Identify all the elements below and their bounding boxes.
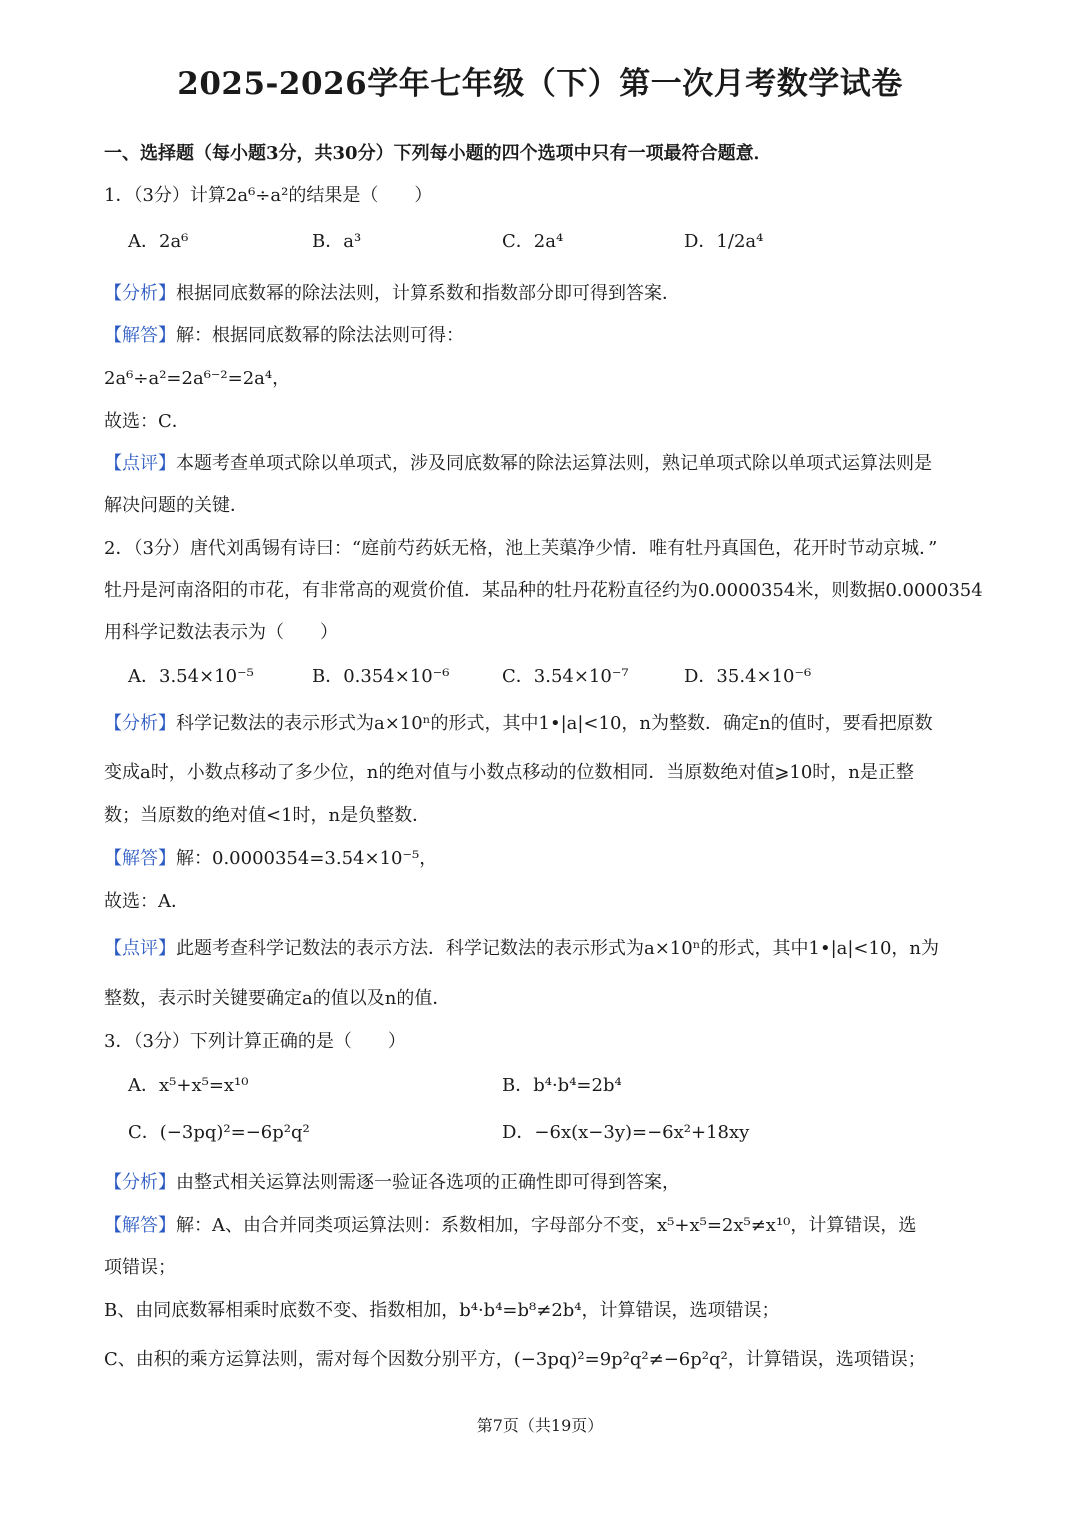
q1-option-b: B．a³ [312,231,362,252]
q3-line-b: B、由同底数幂相乘时底数不变、指数相加，b⁴·b⁴=b⁸≠2b⁴，计算错误，选项错误； [104,1300,780,1321]
q1-answer [104,323,980,349]
q3-option-d: D．−6x(x−3y)=−6x²+18xy [502,1122,750,1143]
analysis-tag: 【分析】 [104,713,176,734]
q1-analysis [104,281,980,307]
q1-review [104,451,980,477]
q1-option-c: C．2a⁴ [502,231,564,252]
section-heading: 一、选择题（每小题3分，共30分）下列每小题的四个选项中只有一项最符合题意． [104,143,772,164]
q1-option-a: A．2a⁶ [128,231,189,252]
page-footer: 第7页（共19页） [476,1416,604,1435]
review-tag: 【点评】 [104,453,176,474]
q2-review [104,936,980,962]
q3-option-a: A．x⁵+x⁵=x¹⁰ [128,1075,249,1096]
q2-stem-2: 牡丹是河南洛阳的市花，有非常高的观赏价值．某品种的牡丹花粉直径约为0.0000354米，则数据0.0000354 [104,580,983,601]
analysis-tag: 【分析】 [104,283,176,304]
q1-review-cont: 解决问题的关键． [104,495,248,516]
q1-option-d: D．1/2a⁴ [684,231,764,252]
page-title: 2025-2026学年七年级（下）第一次月考数学试卷 [177,66,903,102]
q3-option-b: B．b⁴·b⁴=2b⁴ [502,1075,622,1096]
analysis-tag: 【分析】 [104,1172,176,1193]
q3-analysis-text: 由整式相关运算法则需逐一验证各选项的正确性即可得到答案， [176,1172,680,1193]
q3-analysis [104,1170,980,1196]
q2-analysis-text: 科学记数法的表示形式为a×10ⁿ的形式，其中1•|a|<10，n为整数．确定n的值时，要看把原数 [176,713,933,734]
q3-answer-text: 解：A、由合并同类项运算法则：系数相加，字母部分不变，x⁵+x⁵=2x⁵≠x¹⁰，计算错误，选 [176,1215,917,1236]
answer-tag: 【解答】 [104,1215,176,1236]
answer-tag: 【解答】 [104,848,176,869]
q2-analysis [104,711,980,737]
q1-answer-text: 解：根据同底数幂的除法法则可得： [176,325,464,346]
q2-analysis-2: 变成a时，小数点移动了多少位，n的绝对值与小数点移动的位数相同．当原数绝对值⩾10时，n是正整 [104,762,914,783]
q1-review-text: 本题考查单项式除以单项式，涉及同底数幂的除法运算法则，熟记单项式除以单项式运算法则是 [176,453,932,474]
q1-stem: 1．（3分）计算2a⁶÷a²的结果是（ ） [104,185,433,206]
q3-stem: 3．（3分）下列计算正确的是（ ） [104,1031,406,1052]
q2-option-a: A．3.54×10⁻⁵ [128,666,254,687]
q2-answer-text: 解：0.0000354=3.54×10⁻⁵， [176,848,438,869]
q3-line-c: C、由积的乘方运算法则，需对每个因数分别平方，(−3pq)²=9p²q²≠−6p²q²，计算错误，选项错误； [104,1349,926,1370]
q2-analysis-3: 数；当原数的绝对值<1时，n是负整数． [104,805,431,826]
q1-analysis-text: 根据同底数幂的除法法则，计算系数和指数部分即可得到答案． [176,283,680,304]
q2-answer [104,846,980,872]
q2-option-c: C．3.54×10⁻⁷ [502,666,629,687]
q2-stem-1: 2．（3分）唐代刘禹锡有诗曰：“庭前芍药妖无格，池上芙蕖净少情．唯有牡丹真国色，花开时节动京城．” [104,538,938,559]
q2-choice: 故选：A． [104,891,189,912]
q2-option-b: B．0.354×10⁻⁶ [312,666,450,687]
q1-choice: 故选：C． [104,411,190,432]
q2-option-d: D．35.4×10⁻⁶ [684,666,812,687]
review-tag: 【点评】 [104,938,176,959]
q2-stem-3: 用科学记数法表示为（ ） [104,622,338,643]
q3-answer-cont: 项错误； [104,1257,176,1278]
q2-review-text: 此题考查科学记数法的表示方法．科学记数法的表示形式为a×10ⁿ的形式，其中1•|a|<10，n为 [176,938,940,959]
q1-calculation: 2a⁶÷a²=2a⁶⁻²=2a⁴， [104,368,291,389]
q3-answer [104,1213,980,1239]
q2-review-cont: 整数，表示时关键要确定a的值以及n的值． [104,988,451,1009]
answer-tag: 【解答】 [104,325,176,346]
q3-option-c: C．(−3pq)²=−6p²q² [128,1122,310,1143]
